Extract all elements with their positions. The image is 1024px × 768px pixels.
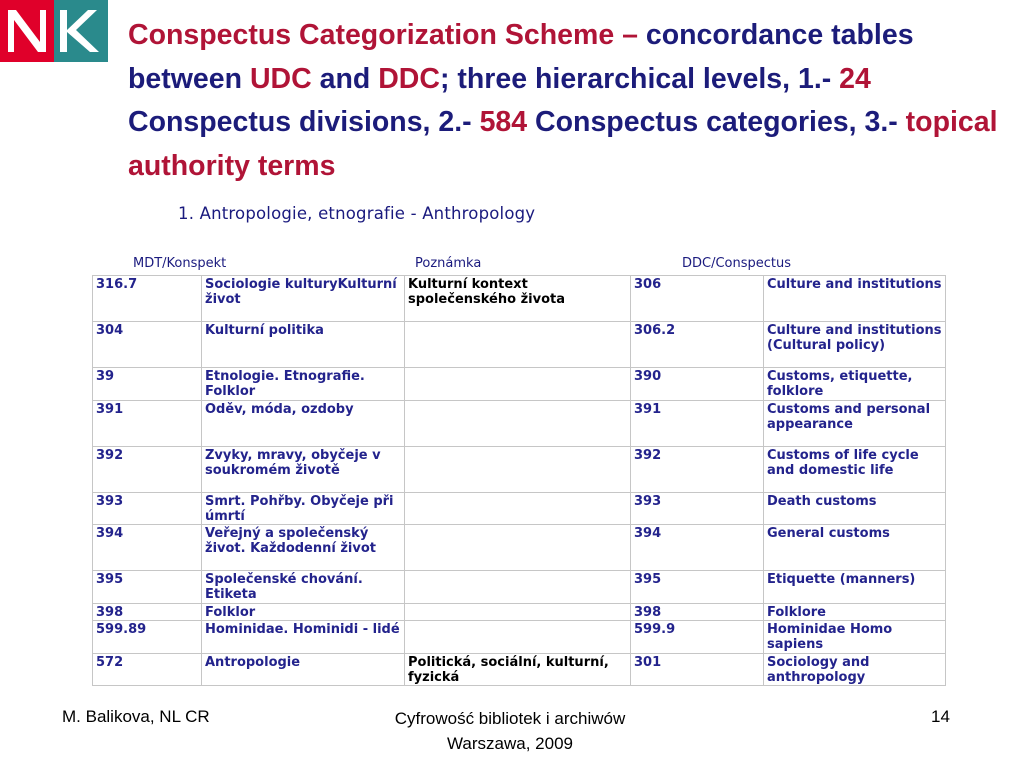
nk-logo [0, 0, 108, 62]
ddc-label-cell: Customs and personal appearance [764, 400, 946, 446]
note-cell [405, 322, 631, 368]
ddc-label-cell: Death customs [764, 492, 946, 525]
note-cell [405, 571, 631, 604]
udc-label-cell: Společenské chování. Etiketa [202, 571, 405, 604]
note-cell [405, 525, 631, 571]
ddc-code-cell: 394 [631, 525, 764, 571]
udc-code-cell: 395 [93, 571, 202, 604]
page-number: 14 [931, 707, 950, 726]
udc-code-cell: 39 [93, 368, 202, 401]
note-cell [405, 603, 631, 620]
header-mdt-konspekt: MDT/Konspekt [133, 256, 227, 271]
note-cell [405, 621, 631, 654]
table-row [93, 368, 946, 401]
footer-event-place: Warszawa, 2009 [447, 734, 573, 753]
ddc-code-cell: 391 [631, 400, 764, 446]
note-cell: Politická, sociální, kulturní, fyzická [405, 653, 631, 686]
ddc-label-cell: Culture and institutions (Cultural policy) [764, 322, 946, 368]
title-segment: and [311, 62, 379, 95]
title-segment: 584 [479, 106, 528, 138]
note-cell [405, 400, 631, 446]
udc-code-cell: 393 [93, 492, 202, 525]
udc-label-cell: Veřejný a společenský život. Každodenní život [202, 525, 405, 571]
udc-code-cell: 572 [93, 653, 202, 686]
note-cell [405, 492, 631, 525]
ddc-label-cell: General customs [764, 525, 946, 571]
udc-code-cell: 392 [93, 446, 202, 492]
udc-label-cell: Kulturní politika [202, 322, 405, 368]
slide-title [128, 14, 1008, 188]
ddc-label-cell: Hominidae Homo sapiens [764, 621, 946, 654]
footer-event-title: Cyfrowość bibliotek i archiwów [394, 709, 626, 728]
title-segment: topical authority terms [128, 106, 998, 182]
ddc-label-cell: Etiquette (manners) [764, 571, 946, 604]
udc-code-cell: 398 [93, 603, 202, 620]
ddc-label-cell: Folklore [764, 603, 946, 620]
title-segment: ; three hierarchical levels, 1.- [439, 62, 840, 95]
footer-author: M. Balikova, NL CR [62, 707, 210, 726]
udc-code-cell: 599.89 [93, 621, 202, 654]
header-ddc-conspectus: DDC/Conspectus [682, 256, 792, 271]
udc-label-cell: Sociologie kulturyKulturní život [202, 276, 405, 322]
table-row [93, 571, 946, 604]
ddc-code-cell: 306 [631, 276, 764, 322]
note-cell [405, 446, 631, 492]
title-segment: Conspectus divisions, 2.- [128, 106, 480, 138]
ddc-code-cell: 393 [631, 492, 764, 525]
title-segment: UDC [249, 62, 312, 95]
ddc-code-cell: 390 [631, 368, 764, 401]
title-segment: Conspectus Categorization Scheme – [128, 19, 646, 51]
ddc-code-cell: 392 [631, 446, 764, 492]
ddc-code-cell: 395 [631, 571, 764, 604]
udc-label-cell: Folklor [202, 603, 405, 620]
table-row [93, 653, 946, 686]
table-row [93, 603, 946, 620]
ddc-label-cell: Sociology and anthropology [764, 653, 946, 686]
udc-code-cell: 304 [93, 322, 202, 368]
table-row [93, 492, 946, 525]
table-row [93, 276, 946, 322]
ddc-code-cell: 599.9 [631, 621, 764, 654]
udc-code-cell: 391 [93, 400, 202, 446]
udc-label-cell: Oděv, móda, ozdoby [202, 400, 405, 446]
udc-label-cell: Hominidae. Hominidi - lidé [202, 621, 405, 654]
note-cell: Kulturní kontext společenského života [405, 276, 631, 322]
table-row [93, 621, 946, 654]
table-row [93, 525, 946, 571]
title-segment: DDC [378, 62, 440, 95]
title-segment: Conspectus categories, 3.- [527, 106, 906, 138]
ddc-label-cell: Customs of life cycle and domestic life [764, 446, 946, 492]
udc-label-cell: Etnologie. Etnografie. Folklor [202, 368, 405, 401]
udc-label-cell: Smrt. Pohřby. Obyčeje při úmrtí [202, 492, 405, 525]
header-poznamka: Poznámka [415, 256, 482, 271]
ddc-code-cell: 398 [631, 603, 764, 620]
title-segment: concordance tables between [128, 19, 914, 95]
note-cell [405, 368, 631, 401]
table-caption: 1. Antropologie, etnografie - Anthropology [178, 204, 536, 223]
ddc-label-cell: Culture and institutions [764, 276, 946, 322]
udc-code-cell: 394 [93, 525, 202, 571]
ddc-code-cell: 301 [631, 653, 764, 686]
title-segment: 24 [839, 62, 871, 95]
udc-code-cell: 316.7 [93, 276, 202, 322]
ddc-code-cell: 306.2 [631, 322, 764, 368]
udc-label-cell: Antropologie [202, 653, 405, 686]
footer-event [318, 706, 702, 756]
table-row [93, 400, 946, 446]
concordance-table [92, 275, 946, 686]
ddc-label-cell: Customs, etiquette, folklore [764, 368, 946, 401]
udc-label-cell: Zvyky, mravy, obyčeje v soukromém životě [202, 446, 405, 492]
table-row [93, 322, 946, 368]
table-row [93, 446, 946, 492]
